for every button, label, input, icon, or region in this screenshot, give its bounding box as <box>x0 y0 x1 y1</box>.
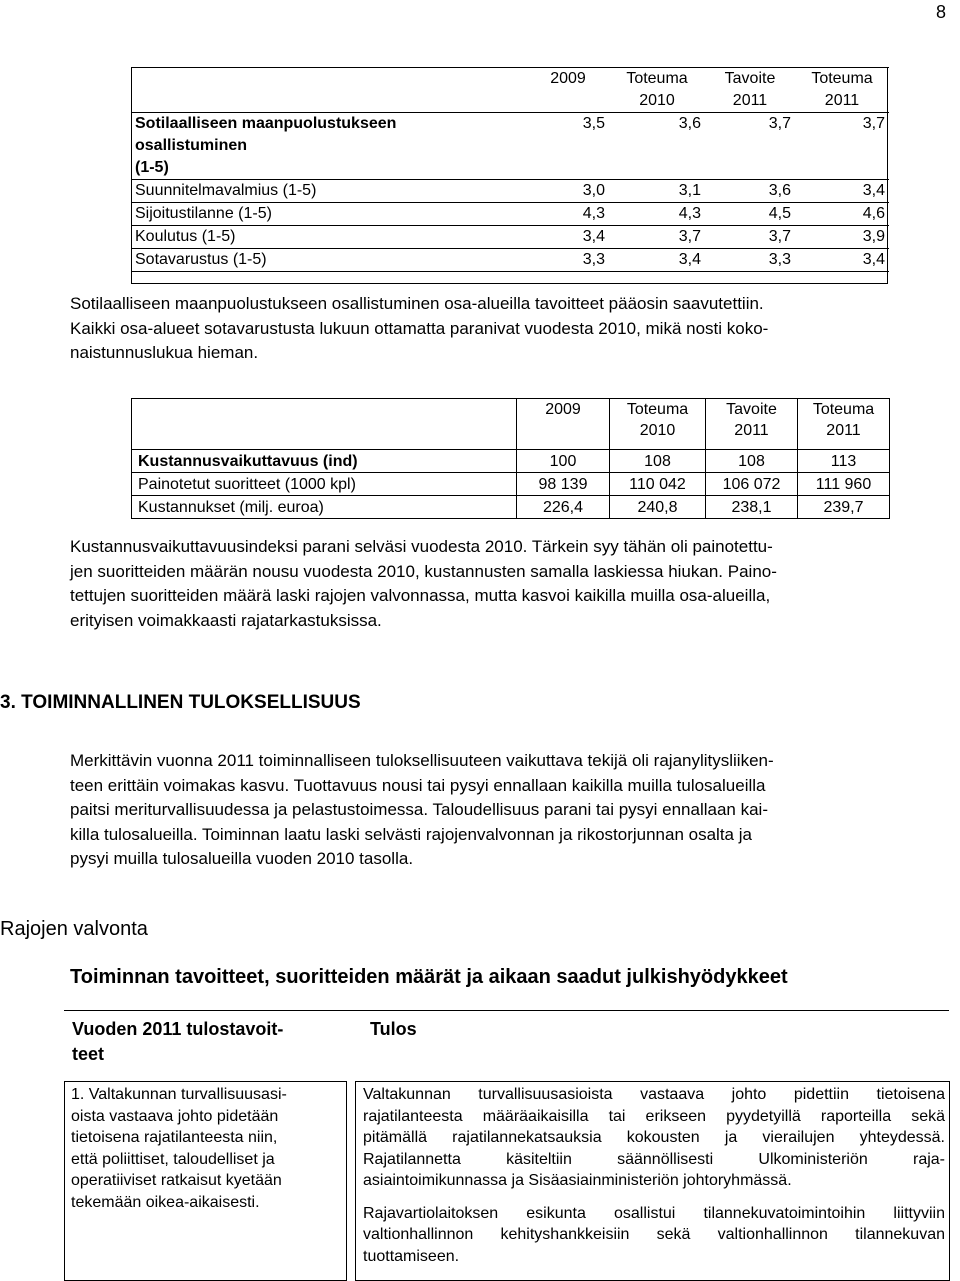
table-row <box>132 473 890 496</box>
row-label: Sijoitustilanne (1-5) <box>131 203 527 226</box>
goal-text: 1. Valtakunnan turvallisuusasi- oista vastaava johto pidetään tietoisena rajatilanteesta niin, että poliittiset, taloudelliset ja operatiiviset ratkaisut kyetään tekemään oikea-aikaisesti. <box>71 1086 287 1211</box>
table-row <box>131 249 889 272</box>
subsection-subheading: Toiminnan tavoitteet, suoritteiden määrät ja aikaan saadut julkishyödykkeet <box>70 966 788 988</box>
section-heading: 3. TOIMINNALLINEN TULOKSELLISUUS <box>0 692 361 713</box>
subsection-heading: Rajojen valvonta <box>0 918 148 940</box>
text-line: tettujen suoritteiden määrä laski rajojen valvonnassa, mutta kasvoi kaikilla muilla osa-alueilla, <box>70 586 771 605</box>
text-line: pysyi muilla tulosalueilla vuoden 2010 tasolla. <box>70 849 414 868</box>
text-line: Kustannusvaikuttavuusindeksi parani selväsi vuodesta 2010. Tärkein syy tähän oli painotettu- <box>70 537 773 556</box>
col-header: Tavoite 2011 <box>705 68 795 113</box>
table-row <box>132 496 890 519</box>
paragraph-operational-performance <box>70 749 950 872</box>
cell-value: 3,6 <box>609 113 705 180</box>
cell-value: 3,4 <box>795 249 889 272</box>
row-label: Painotetut suoritteet (1000 kpl) <box>132 473 517 496</box>
cell-value: 3,3 <box>705 249 795 272</box>
page-number: 8 <box>935 2 946 22</box>
table-row <box>131 113 889 180</box>
cell-value: 3,7 <box>795 113 889 180</box>
text-line: Merkittävin vuonna 2011 toiminnalliseen tuloksellisuuteen vaikuttava tekijä oli rajanylitysliiken- <box>70 751 774 770</box>
col-header: Toteuma 2010 <box>610 399 706 450</box>
cell-value: 106 072 <box>706 473 798 496</box>
table-header-row <box>131 68 889 113</box>
cell-value: 3,6 <box>705 180 795 203</box>
cell-value: 3,4 <box>795 180 889 203</box>
cell-value: 3,7 <box>705 113 795 180</box>
cell-value: 108 <box>706 450 798 473</box>
col-header: Toteuma 2010 <box>609 68 705 113</box>
result-text: Valtakunnan turvallisuusasioista vastaava johto pidettiin tietoisena rajatilanteesta määräaikaisilla tai erikseen pyydetyillä raporteilla sekä pitämällä rajatilannekatsauksia kokousten ja vierailujen yhteydessä. Rajatilannetta käsiteltiin säännöllisesti Ulkoministeriön raja- asiaintoimikunnassa ja Sisäasiainministeriön johtoryhmässä. Rajavartiolaitoksen esikunta osallistui tilannekuvatoimintoihin liittyviin valtionhallinnon kehityshankkeisiin sekä valtionhallinnon tilannekuvan tuottamiseen. <box>363 1086 945 1265</box>
cell-value: 110 042 <box>610 473 706 496</box>
row-label: Sotilaalliseen maanpuolustukseen osallistuminen (1-5) <box>131 113 527 180</box>
text-line: jen suoritteiden määrän nousu vuodesta 2010, kustannusten samalla laskiessa hiukan. Paino- <box>70 561 777 581</box>
cell-value: 3,1 <box>609 180 705 203</box>
cell-value: 4,5 <box>705 203 795 226</box>
text-line: Kaikki osa-alueet sotavarustusta lukuun ottamatta paranivat vuodesta 2010, mikä nosti koko- <box>70 318 769 338</box>
paragraph-cost-effectiveness <box>70 535 950 633</box>
goals-table-top-rule <box>64 1010 949 1011</box>
readiness-table <box>131 67 889 272</box>
cell-value: 3,4 <box>609 249 705 272</box>
text-line: erityisen voimakkaasti rajatarkastuksissa. <box>70 610 382 630</box>
cell-value: 3,9 <box>795 226 889 249</box>
text-line: teen erittäin voimakas kasvu. Tuottavuus nousi tai pysyi ennallaan kaikilla muilla tulosalueilla <box>70 775 766 795</box>
row-label: Sotavarustus (1-5) <box>131 249 527 272</box>
col-header: 2009 <box>517 399 610 450</box>
table-row <box>131 203 889 226</box>
cost-effectiveness-table <box>131 398 890 519</box>
col-header: Tavoite 2011 <box>706 399 798 450</box>
table-row <box>131 180 889 203</box>
cell-value: 3,0 <box>527 180 609 203</box>
row-label: Koulutus (1-5) <box>131 226 527 249</box>
table-row <box>131 226 889 249</box>
cell-value: 3,4 <box>527 226 609 249</box>
cell-value: 238,1 <box>706 496 798 519</box>
cell-value: 239,7 <box>798 496 890 519</box>
goals-col-header: Vuoden 2011 tulostavoit- teet <box>72 1019 284 1064</box>
cell-value: 113 <box>798 450 890 473</box>
cell-value: 111 960 <box>798 473 890 496</box>
cell-value: 3,5 <box>527 113 609 180</box>
text-line: paitsi meriturvallisuudessa ja pelastustoimessa. Taloudellisuus parani tai pysyi ennallaan kai- <box>70 800 768 819</box>
cell-value: 4,3 <box>527 203 609 226</box>
table-header-row <box>132 399 890 450</box>
cell-value: 98 139 <box>517 473 610 496</box>
row-label: Suunnitelmavalmius (1-5) <box>131 180 527 203</box>
paragraph-readiness <box>70 292 950 366</box>
cell-value: 226,4 <box>517 496 610 519</box>
row-label: Kustannukset (milj. euroa) <box>132 496 517 519</box>
cell-value: 3,7 <box>705 226 795 249</box>
cell-value: 240,8 <box>610 496 706 519</box>
cell-value: 100 <box>517 450 610 473</box>
text-line: naistunnuslukua hieman. <box>70 343 259 362</box>
col-header: Toteuma 2011 <box>798 399 890 450</box>
cell-value: 4,6 <box>795 203 889 226</box>
text-line: killa tulosalueilla. Toiminnan laatu laski selvästi rajojenvalvonnan ja rikostorjunnan osalta ja <box>70 824 752 844</box>
cell-value: 108 <box>610 450 706 473</box>
col-header: 2009 <box>527 68 609 113</box>
cell-value: 3,3 <box>527 249 609 272</box>
cell-value: 3,7 <box>609 226 705 249</box>
results-col-header: Tulos <box>370 1019 417 1039</box>
text-line: Sotilaalliseen maanpuolustukseen osallistuminen osa-alueilla tavoitteet pääosin saavutettiin. <box>70 294 764 313</box>
table-row <box>132 450 890 473</box>
row-label: Kustannusvaikuttavuus (ind) <box>132 450 517 473</box>
cell-value: 4,3 <box>609 203 705 226</box>
col-header: Toteuma 2011 <box>795 68 889 113</box>
